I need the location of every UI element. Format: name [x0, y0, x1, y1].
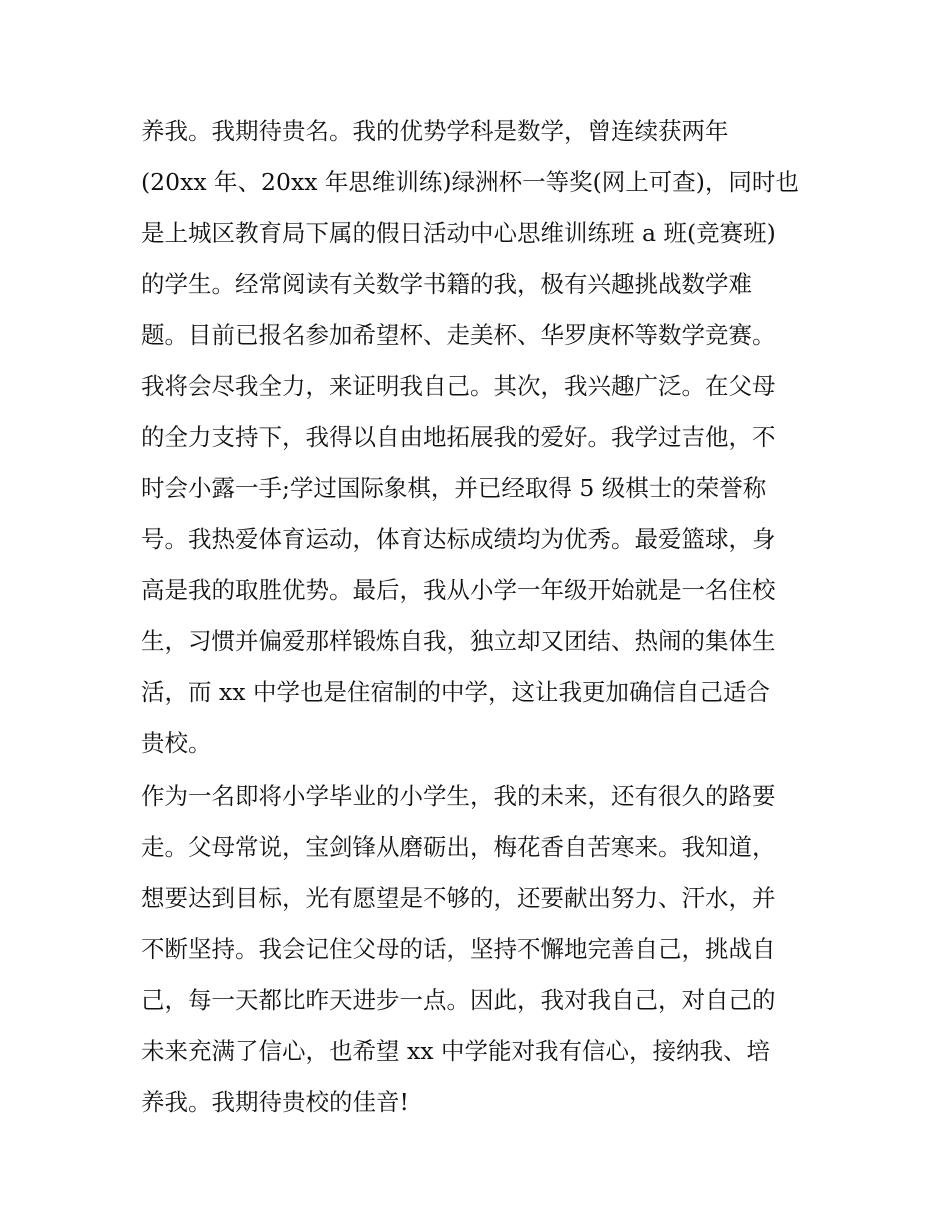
text-line: 的全力支持下，我得以自由地拓展我的爱好。我学过吉他，不 [141, 423, 776, 451]
text-line: 作为一名即将小学毕业的小学生，我的未来，还有很久的路要 [141, 782, 776, 810]
text-line: 走。父母常说，宝剑锋从磨砺出，梅花香自苦寒来。我知道， [141, 833, 776, 861]
document-body [141, 106, 831, 1128]
paragraph-1 [141, 106, 831, 769]
text-line: 贵校。 [141, 729, 212, 757]
text-line: 生，习惯并偏爱那样锻炼自我，独立却又团结、热闹的集体生 [141, 627, 776, 655]
text-line: 号。我热爱体育运动，体育达标成绩均为优秀。最爱篮球，身 [141, 525, 776, 553]
text-line: 我将会尽我全力，来证明我自己。其次，我兴趣广泛。在父母 [141, 372, 776, 400]
text-line: 未来充满了信心，也希望 xx 中学能对我有信心，接纳我、培 [141, 1037, 770, 1065]
text-line: 想要达到目标，光有愿望是不够的，还要献出努力、汗水，并 [141, 884, 776, 912]
text-line: 的学生。经常阅读有关数学书籍的我，极有兴趣挑战数学难 [141, 270, 752, 298]
text-line: 高是我的取胜优势。最后，我从小学一年级开始就是一名住校 [141, 576, 776, 604]
text-line: 是上城区教育局下属的假日活动中心思维训练班 a 班(竞赛班) [141, 219, 776, 247]
text-line: 活，而 xx 中学也是住宿制的中学，这让我更加确信自己适合 [141, 678, 770, 706]
text-line: 题。目前已报名参加希望杯、走美杯、华罗庚杯等数学竞赛。 [141, 321, 776, 349]
text-line: 时会小露一手;学过国际象棋，并已经取得 5 级棋士的荣誉称 [141, 474, 767, 502]
text-line: 养我。我期待贵校的佳音! [141, 1088, 409, 1116]
text-line: (20xx 年、20xx 年思维训练)绿洲杯一等奖(网上可查)，同时也 [141, 168, 799, 196]
text-line: 己，每一天都比昨天进步一点。因此，我对我自己，对自己的 [141, 986, 776, 1014]
text-line: 不断坚持。我会记住父母的话，坚持不懈地完善自己，挑战自 [141, 935, 776, 963]
paragraph-2 [141, 771, 831, 1128]
text-line: 养我。我期待贵名。我的优势学科是数学，曾连续获两年 [141, 117, 729, 145]
